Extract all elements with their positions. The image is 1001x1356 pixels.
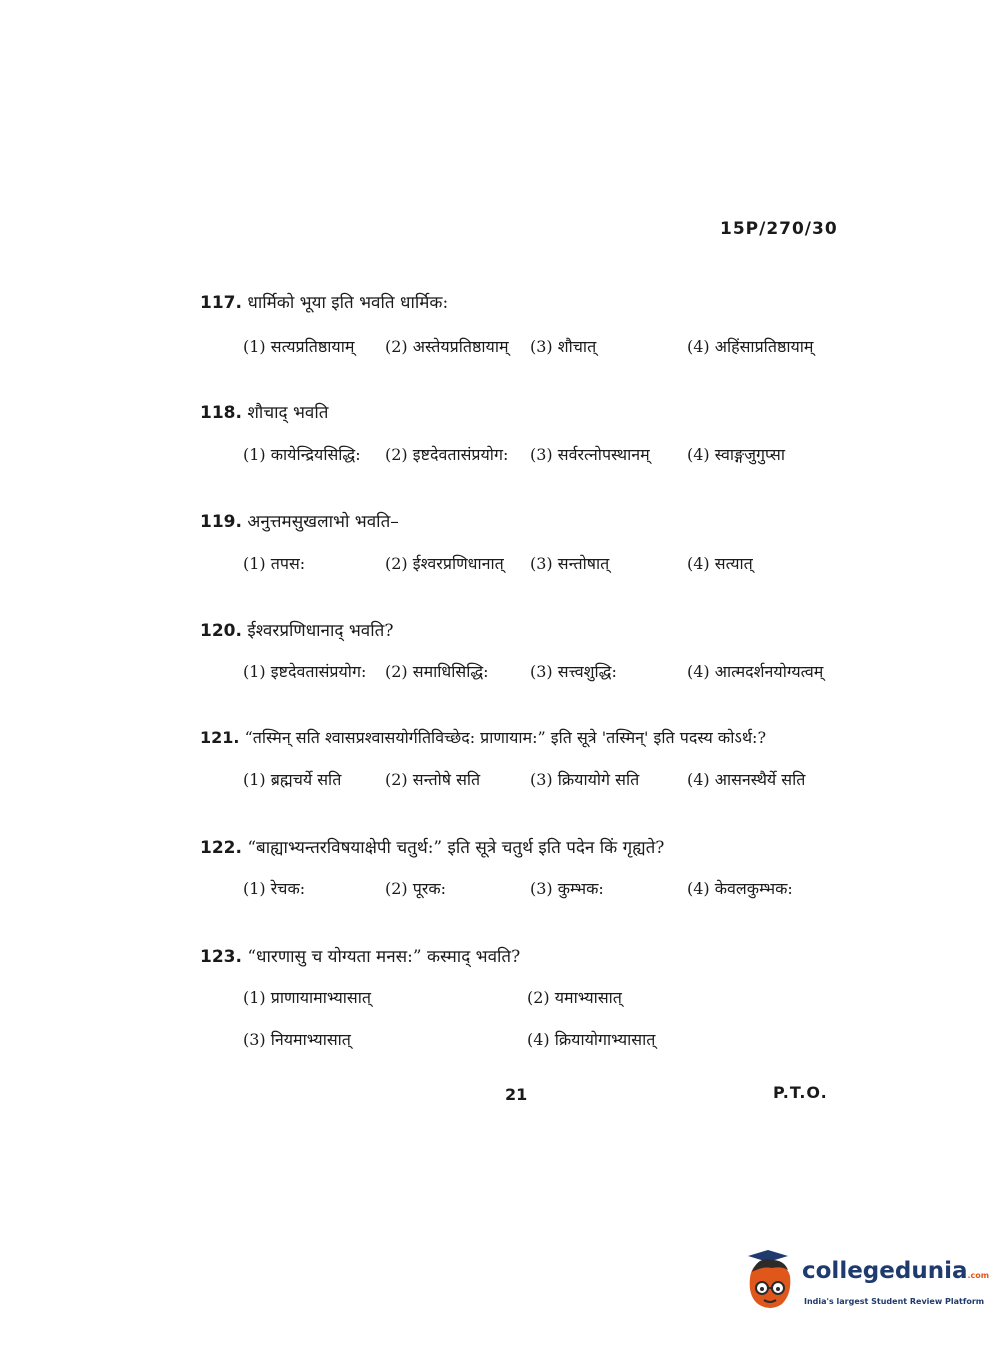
option-122-4: (4) केवलकुम्भक:: [687, 879, 793, 898]
question-120: [200, 618, 393, 641]
option-123-3: (3) नियमाभ्यासात्: [243, 1030, 351, 1049]
option-118-2: (2) इष्टदेवतासंप्रयोग:: [385, 445, 509, 464]
option-123-2: (2) यमाभ्यासात्: [527, 988, 622, 1007]
question-117: [200, 290, 448, 313]
collegedunia-logo[interactable]: [742, 1250, 990, 1320]
exam-code: 15P/270/30: [720, 219, 838, 239]
option-121-2: (2) सन्तोषे सति: [385, 770, 481, 789]
question-number: 119.: [200, 512, 242, 532]
option-119-2: (2) ईश्वरप्रणिधानात्: [385, 554, 504, 573]
option-122-3: (3) कुम्भक:: [530, 879, 604, 898]
option-119-4: (4) सत्यात्: [687, 554, 753, 573]
question-text: शौचाद् भवति: [247, 403, 329, 423]
option-121-1: (1) ब्रह्मचर्ये सति: [243, 770, 342, 789]
question-text: “बाह्याभ्यन्तरविषयाक्षेपी चतुर्थ:” इति सूत्रे चतुर्थ इति पदेन किं गृह्यते?: [247, 838, 665, 858]
option-123-4: (4) क्रियायोगाभ्यासात्: [527, 1030, 656, 1049]
option-119-1: (1) तपस:: [243, 554, 306, 573]
option-117-3: (3) शौचात्: [530, 337, 597, 356]
question-119: [200, 509, 399, 532]
question-123: [200, 944, 520, 967]
mascot-icon: [742, 1250, 800, 1316]
question-number: 123.: [200, 947, 242, 967]
question-number: 121.: [200, 728, 240, 747]
option-117-2: (2) अस्तेयप्रतिष्ठायाम्: [385, 337, 509, 356]
option-120-1: (1) इष्टदेवतासंप्रयोग:: [243, 662, 367, 681]
question-number: 122.: [200, 838, 242, 858]
option-122-1: (1) रेचक:: [243, 879, 306, 898]
option-117-1: (1) सत्यप्रतिष्ठायाम्: [243, 337, 355, 356]
option-120-3: (3) सत्त्वशुद्धि:: [530, 662, 617, 681]
option-122-2: (2) पूरक:: [385, 879, 447, 898]
question-122: [200, 835, 664, 858]
option-118-1: (1) कायेन्द्रियसिद्धि:: [243, 445, 361, 464]
page-number: 21: [505, 1085, 528, 1104]
option-118-3: (3) सर्वरत्नोपस्थानम्: [530, 445, 650, 464]
question-121: [200, 726, 766, 748]
question-number: 120.: [200, 621, 242, 641]
question-text: “धारणासु च योग्यता मनस:” कस्माद् भवति?: [247, 947, 521, 967]
option-120-2: (2) समाधिसिद्धि:: [385, 662, 489, 681]
pto-label: P.T.O.: [773, 1083, 828, 1102]
option-121-4: (4) आसनस्थैर्ये सति: [687, 770, 806, 789]
question-number: 118.: [200, 403, 242, 423]
option-118-4: (4) स्वाङ्गजुगुप्सा: [687, 445, 786, 464]
option-121-3: (3) क्रियायोगे सति: [530, 770, 640, 789]
logo-tagline: India's largest Student Review Platform: [804, 1297, 985, 1306]
option-117-4: (4) अहिंसाप्रतिष्ठायाम्: [687, 337, 814, 356]
question-text: धार्मिको भूया इति भवति धार्मिक:: [247, 293, 449, 313]
question-118: [200, 400, 328, 423]
logo-suffix: .com: [967, 1271, 990, 1280]
logo-name: collegedunia: [802, 1258, 968, 1284]
question-number: 117.: [200, 293, 242, 313]
question-text: अनुत्तमसुखलाभो भवति–: [247, 512, 399, 532]
option-120-4: (4) आत्मदर्शनयोग्यत्वम्: [687, 662, 824, 681]
option-123-1: (1) प्राणायामाभ्यासात्: [243, 988, 372, 1007]
question-text: ईश्वरप्रणिधानाद् भवति?: [247, 621, 394, 641]
option-119-3: (3) सन्तोषात्: [530, 554, 610, 573]
logo-wordmark: [802, 1258, 989, 1284]
question-text: “तस्मिन् सति श्वासप्रश्वासयोर्गतिविच्छेद: प्राणायाम:” इति सूत्रे 'तस्मिन्' इति पदस्य कोऽर्थ:?: [244, 728, 767, 747]
